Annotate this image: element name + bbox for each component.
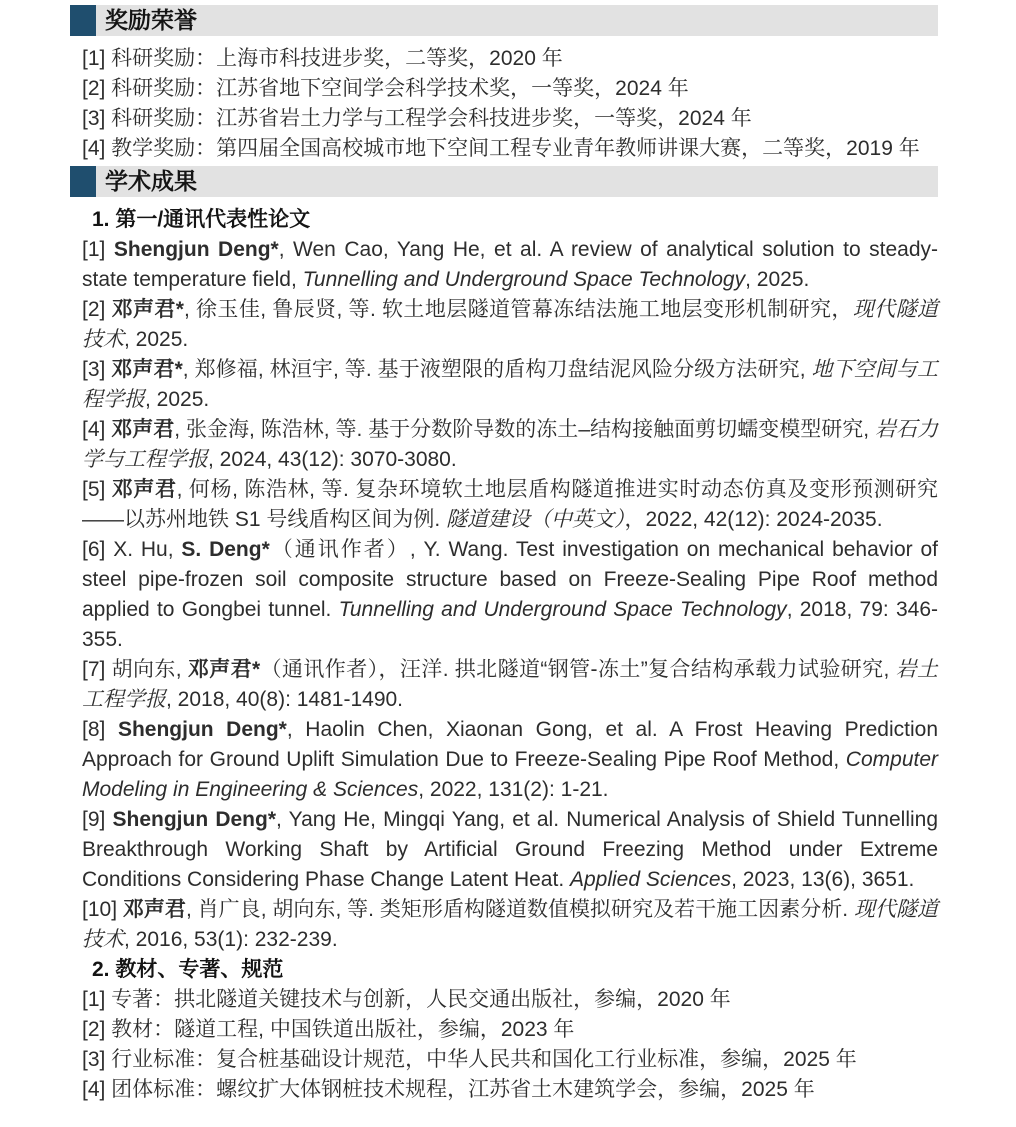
section-awards [70,5,938,164]
section-marker-square-icon [70,166,96,197]
journal-name: 地下空间与工程学报 [82,358,939,411]
entry-text: [4] [82,418,112,441]
list-item [82,415,938,475]
entry-text: , 2025. [124,328,189,351]
entry-text: , 2025. [145,388,210,411]
author-highlight: Shengjun Deng* [117,718,287,741]
entry-text: [4] 团体标准：螺纹扩大体钢桩技术规程，江苏省土木建筑学会，参编，2025 年 [82,1078,815,1101]
list-item [82,805,938,895]
list-item [82,235,938,295]
entry-text: （通讯作者），汪洋. 拱北隧道“钢管-冻土”复合结构承载力试验研究, [260,658,896,681]
journal-name: 现代隧道技术 [82,898,939,951]
section-academic-achievements [70,166,938,1105]
entry-text: , 徐玉佳, 鲁辰贤, 等. 软土地层隧道管幕冻结法施工地层变形机制研究， [183,298,853,321]
list-item [82,475,938,535]
entry-text: [2] 教材：隧道工程, 中国铁道出版社，参编，2023 年 [82,1018,575,1041]
entry-text: [3] 科研奖励：江苏省岩土力学与工程学会科技进步奖，一等奖，2024 年 [82,107,752,130]
entry-text: , 2023, 13(6), 3651. [731,868,915,891]
entry-text: [3] [82,358,112,381]
list-item [82,1075,938,1105]
entry-text: , 2024, 43(12): 3070-3080. [208,448,457,471]
list-item [82,295,938,355]
entry-text: , 张金海, 陈浩林, 等. 基于分数阶导数的冻土–结构接触面剪切蠕变模型研究, [174,418,875,441]
section-title: 学术成果 [105,168,197,194]
entry-text: [9] [82,808,113,831]
entry-text: [3] 行业标准：复合桩基础设计规范，中华人民共和国化工行业标准，参编，2025 年 [82,1048,857,1071]
author-highlight: S. Deng* [181,538,270,561]
list-item [82,104,938,134]
list-item [82,895,938,955]
list-item [82,1015,938,1045]
entry-text: ，2022, 42(12): 2024-2035. [624,508,883,531]
section-header [70,166,938,197]
entry-text: [2] 科研奖励：江苏省地下空间学会科学技术奖，一等奖，2024 年 [82,77,689,100]
list-item [82,44,938,74]
list-item [82,535,938,655]
entry-text: , 何杨, 陈浩林, 等. 复杂环境软土地层盾构隧道推进实时动态仿真及变形预测研究——以苏州地铁 S1 号线盾构区间为例. [82,478,938,531]
section-header [70,5,938,36]
entry-text: , 2018, 40(8): 1481-1490. [166,688,404,711]
entry-text: , 郑修福, 林洹宇, 等. 基于液塑限的盾构刀盘结泥风险分级方法研究, [182,358,812,381]
entry-text: , 肖广良, 胡向东, 等. 类矩形盾构隧道数值模拟研究及若干施工因素分析. [185,898,854,921]
entry-text: [10] [82,898,123,921]
list-item [82,985,938,1015]
entry-text: [5] [82,478,112,501]
list-item [82,134,938,164]
entry-text: [8] [82,718,118,741]
entry-text: [1] [82,238,114,261]
entry-text: [4] 教学奖励：第四届全国高校城市地下空间工程专业青年教师讲课大赛，二等奖，2019 年 [82,137,920,160]
entry-text: [6] X. Hu, [82,538,182,561]
author-highlight: 邓声君* [111,298,184,321]
author-highlight: 邓声君 [122,898,186,921]
journal-name: Tunnelling and Underground Space Technology [302,268,746,291]
author-highlight: 邓声君 [111,478,177,501]
author-highlight: 邓声君* [187,658,261,681]
subsection-heading: 2. 教材、专著、规范 [92,958,284,981]
list-item [82,355,938,415]
journal-name: 现代隧道技术 [82,298,938,351]
entry-text: , 2025. [745,268,810,291]
entry-text: , Yang He, Mingqi Yang, et al. Numerical Analysis of Shield Tunnelling Breakthrough Working Shaft by Artificial Ground Freezing Method under Extreme Conditions Considering Phase Change Latent Heat. [82,808,939,891]
entry-text: [2] [82,298,112,321]
author-highlight: Shengjun Deng* [113,238,279,261]
list-item [82,1045,938,1075]
author-highlight: 邓声君 [111,418,175,441]
subsection-heading: 1. 第一/通讯代表性论文 [92,208,311,231]
journal-name: 隧道建设（中英文） [446,508,625,531]
section-body [70,44,938,164]
section-body [70,205,938,1105]
entry-text: , Wen Cao, Yang He, et al. A review of analytical solution to steady-state temperature field, [82,238,938,291]
journal-name: Applied Sciences [569,868,732,891]
journal-name: Tunnelling and Underground Space Technology [338,598,787,621]
entry-text: , 2018, 79: 346-355. [82,598,938,651]
entry-text: [1] 专著：拱北隧道关键技术与创新，人民交通出版社，参编，2020 年 [82,988,731,1011]
journal-name: 岩土工程学报 [82,658,938,711]
list-item [82,655,938,715]
entry-text: , 2016, 53(1): 232-239. [124,928,338,951]
list-item [82,74,938,104]
author-highlight: Shengjun Deng* [112,808,277,831]
section-title: 奖励荣誉 [105,7,197,33]
entry-text: （通讯作者）, Y. Wang. Test investigation on mechanical behavior of steel pipe-frozen soil composite structure based on Freeze-Sealing Pipe Roof method applied to Gongbei tunnel. [82,538,938,621]
author-highlight: 邓声君* [111,358,183,381]
journal-name: 岩石力学与工程学报 [82,418,939,471]
entry-text: [1] 科研奖励：上海市科技进步奖，二等奖，2020 年 [82,47,563,70]
journal-name: Computer Modeling in Engineering & Sciences [82,748,938,801]
section-marker-square-icon [70,5,96,36]
entry-text: , 2022, 131(2): 1-21. [418,778,609,801]
entry-text: , Haolin Chen, Xiaonan Gong, et al. A Frost Heaving Prediction Approach for Ground Uplift Simulation Due to Freeze-Sealing Pipe Roof Method, [82,718,938,771]
entry-text: [7] 胡向东, [82,658,188,681]
list-item [82,715,938,805]
